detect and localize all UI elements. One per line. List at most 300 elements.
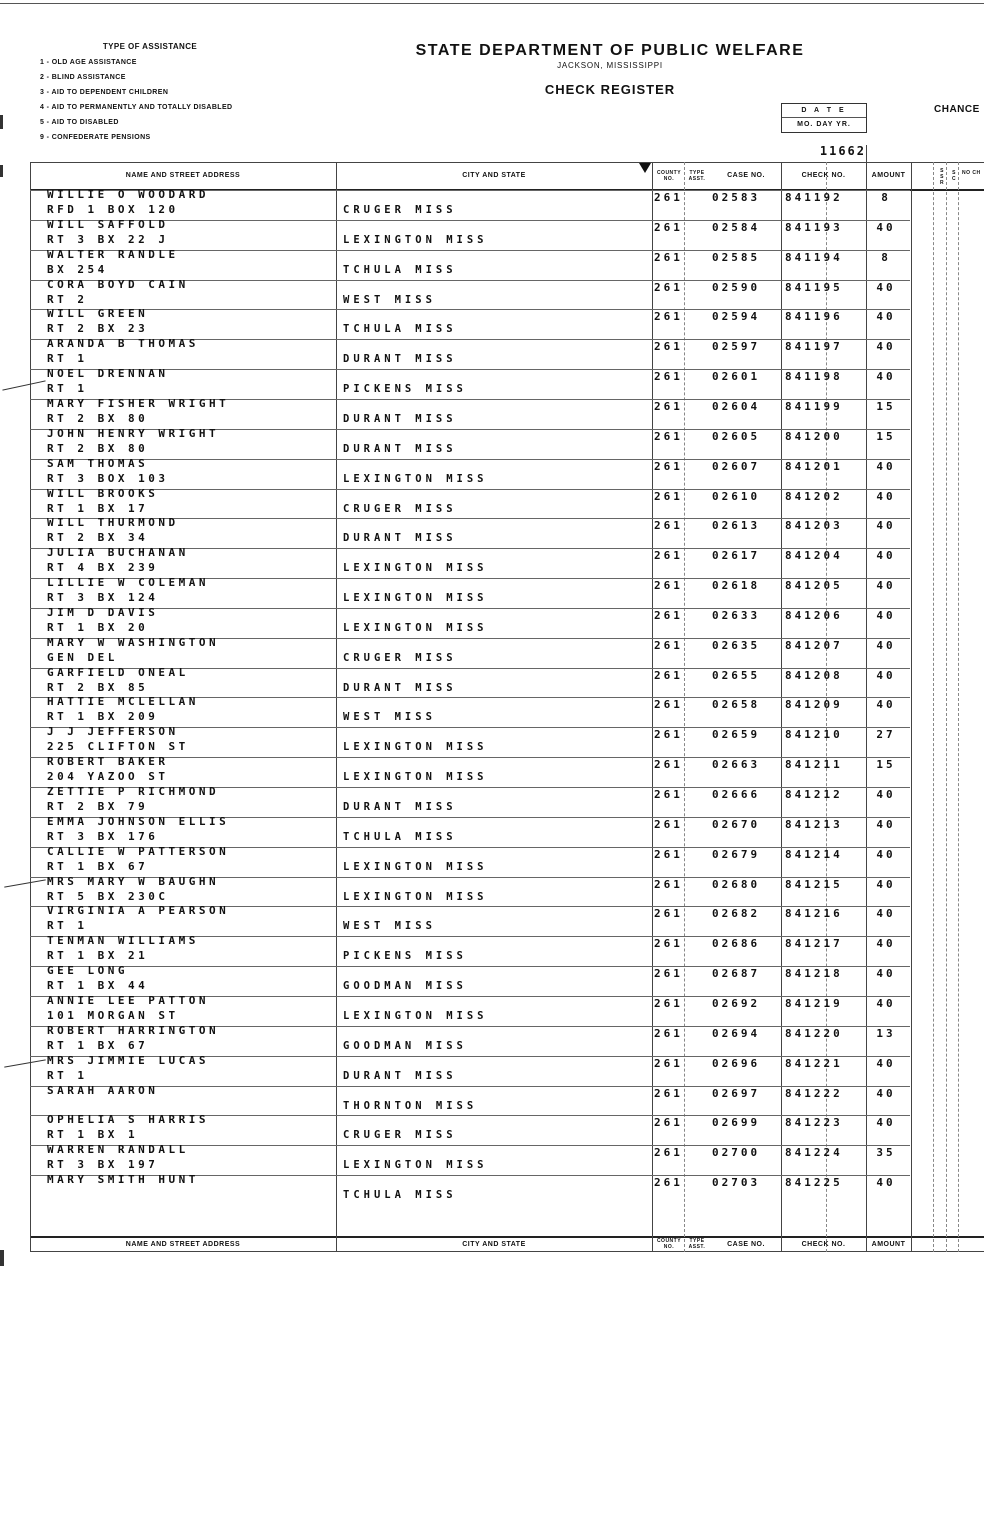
street-address: RT 2 BX 80 <box>47 441 149 455</box>
street-address: RT 3 BX 176 <box>47 829 159 843</box>
county-type: 261 <box>654 429 683 443</box>
city-state: DURANT MISS <box>343 353 457 366</box>
recipient-name: CALLIE W PATTERSON <box>47 844 230 858</box>
street-address: BX 254 <box>47 262 108 276</box>
street-address: RT 1 BX 67 <box>47 859 149 873</box>
county-type: 261 <box>654 1026 683 1040</box>
department-title: STATE DEPARTMENT OF PUBLIC WELFARE <box>415 42 805 59</box>
table-row <box>0 993 984 1026</box>
county-type: 261 <box>654 399 683 413</box>
footer-bottom-border <box>30 1251 984 1252</box>
amount: 40 <box>876 1086 896 1100</box>
amount: 40 <box>876 788 896 801</box>
city-state: LEXINGTON MISS <box>343 741 488 754</box>
amount: 40 <box>876 310 896 324</box>
footer-header-name: NAME AND STREET ADDRESS <box>125 1241 241 1248</box>
case-number: 02696 <box>712 1056 761 1070</box>
check-number: 841224 <box>785 1146 843 1160</box>
amount: 40 <box>876 1116 896 1130</box>
city-state: LEXINGTON MISS <box>343 1159 488 1172</box>
table-row <box>0 247 984 280</box>
county-type: 261 <box>654 937 683 951</box>
check-number: 841204 <box>785 549 843 563</box>
amount: 40 <box>876 370 896 384</box>
footer-header-city: CITY AND STATE <box>462 1241 526 1248</box>
street-address: RT 3 BX 197 <box>47 1158 159 1172</box>
check-number: 841209 <box>785 698 843 712</box>
check-number: 841210 <box>785 728 843 742</box>
county-type: 261 <box>654 459 683 473</box>
check-number: 841225 <box>785 1176 843 1190</box>
recipient-name: TENMAN WILLIAMS <box>47 934 199 948</box>
county-type: 261 <box>654 758 683 772</box>
city-state: DURANT MISS <box>343 532 457 545</box>
case-number: 02663 <box>712 758 761 772</box>
table-row <box>0 309 984 339</box>
legend-item: 2 - BLIND ASSISTANCE <box>40 74 126 81</box>
recipient-name: WILL BROOKS <box>47 486 159 500</box>
table-row <box>0 936 984 966</box>
recipient-name: WALTER RANDLE <box>47 247 179 261</box>
col-header-city: CITY AND STATE <box>462 172 526 179</box>
footer-header-case: CASE NO. <box>727 1241 765 1248</box>
location-line: JACKSON, MISSISSIPPI <box>557 61 663 70</box>
case-number: 02604 <box>712 399 761 413</box>
recipient-name: ANNIE LEE PATTON <box>47 993 209 1007</box>
col-header-side-b: S C <box>951 170 957 182</box>
table-top-border <box>30 162 984 163</box>
street-address: RT 2 <box>47 292 88 306</box>
col-header-amount: AMOUNT <box>871 172 906 179</box>
street-address: 225 CLIFTON ST <box>47 740 189 754</box>
case-number: 02655 <box>712 668 761 682</box>
amount: 15 <box>876 429 896 443</box>
recipient-name: WARREN RANDALL <box>47 1143 189 1157</box>
check-number: 841196 <box>785 310 843 324</box>
table-row <box>0 396 984 429</box>
margin-speck <box>0 115 3 129</box>
case-number: 02670 <box>712 817 761 831</box>
check-number: 841194 <box>785 250 843 264</box>
top-edge-line <box>0 3 984 4</box>
county-type: 261 <box>654 191 683 204</box>
street-address: RFD 1 BOX 120 <box>47 203 179 216</box>
col-header-type: TYPE ASST. <box>688 170 706 182</box>
county-type: 261 <box>654 519 683 533</box>
legend-item: 3 - AID TO DEPENDENT CHILDREN <box>40 89 169 96</box>
city-state: LEXINGTON MISS <box>343 472 488 485</box>
amount: 40 <box>876 459 896 473</box>
amount: 35 <box>876 1146 896 1160</box>
amount: 40 <box>876 549 896 563</box>
table-row <box>0 518 984 548</box>
county-type: 261 <box>654 877 683 891</box>
street-address: RT 2 BX 85 <box>47 680 149 694</box>
county-type: 261 <box>654 1116 683 1130</box>
table-row <box>0 277 984 310</box>
street-address: RT 1 BX 1 <box>47 1128 139 1142</box>
table-row <box>0 1145 984 1175</box>
row-rule <box>30 608 910 609</box>
recipient-name: MRS JIMMIE LUCAS <box>47 1053 209 1067</box>
county-type: 261 <box>654 817 683 831</box>
county-type: 261 <box>654 788 683 801</box>
recipient-name: GEE LONG <box>47 964 128 978</box>
city-state: LEXINGTON MISS <box>343 621 488 634</box>
amount: 40 <box>876 668 896 682</box>
case-number: 02613 <box>712 519 761 533</box>
table-row <box>0 1023 984 1056</box>
recipient-name: JULIA BUCHANAN <box>47 546 189 560</box>
check-number: 841219 <box>785 996 843 1010</box>
city-state: CRUGER MISS <box>343 502 457 515</box>
check-number: 841206 <box>785 608 843 622</box>
recipient-name: ZETTIE P RICHMOND <box>47 785 220 798</box>
amount: 40 <box>876 937 896 951</box>
recipient-name: MRS MARY W BAUGHN <box>47 874 220 888</box>
amount: 40 <box>876 967 896 981</box>
amount: 40 <box>876 877 896 891</box>
check-number: 841218 <box>785 967 843 981</box>
street-address: RT 1 BX 21 <box>47 949 149 963</box>
street-address: RT 3 BOX 103 <box>47 471 169 485</box>
city-state: DURANT MISS <box>343 801 457 813</box>
street-address: GEN DEL <box>47 650 118 664</box>
table-row <box>0 635 984 668</box>
footer-header-check: CHECK NO. <box>801 1241 846 1248</box>
county-type: 261 <box>654 638 683 652</box>
city-state: LEXINGTON MISS <box>343 592 488 605</box>
check-number: 841214 <box>785 847 843 861</box>
case-number: 02594 <box>712 310 761 324</box>
city-state: LEXINGTON MISS <box>343 890 488 903</box>
check-number: 841201 <box>785 459 843 473</box>
county-type: 261 <box>654 489 683 503</box>
case-number: 02692 <box>712 996 761 1010</box>
city-state: TCHULA MISS <box>343 830 457 843</box>
street-address: RT 1 BX 67 <box>47 1038 149 1052</box>
recipient-name: LILLIE W COLEMAN <box>47 576 209 590</box>
margin-speck <box>0 165 3 177</box>
check-number: 841207 <box>785 638 843 652</box>
table-row <box>0 814 984 847</box>
city-state: GOODMAN MISS <box>343 980 467 993</box>
county-type: 261 <box>654 967 683 981</box>
recipient-name: ROBERT HARRINGTON <box>47 1023 220 1037</box>
city-state: TCHULA MISS <box>343 323 457 336</box>
recipient-name: JOHN HENRY WRIGHT <box>47 426 220 440</box>
recipient-name: WILL GREEN <box>47 307 149 321</box>
check-number: 841193 <box>785 220 843 234</box>
legend-item: 1 - OLD AGE ASSISTANCE <box>40 59 137 66</box>
legend-item: 4 - AID TO PERMANENTLY AND TOTALLY DISABLED <box>40 104 233 111</box>
city-state: LEXINGTON MISS <box>343 1009 488 1022</box>
table-row <box>0 1083 984 1116</box>
county-type: 261 <box>654 698 683 712</box>
county-type: 261 <box>654 370 683 384</box>
table-row <box>0 578 984 608</box>
table-row <box>0 906 984 936</box>
table-row <box>0 787 984 817</box>
recipient-name: WILL THURMOND <box>47 516 179 530</box>
check-number: 841220 <box>785 1026 843 1040</box>
recipient-name: GARFIELD ONEAL <box>47 665 189 679</box>
county-type: 261 <box>654 220 683 234</box>
document-header <box>380 42 840 97</box>
street-address: RT 2 BX 79 <box>47 800 149 813</box>
case-number: 02699 <box>712 1116 761 1130</box>
county-type: 261 <box>654 907 683 921</box>
table-row <box>0 727 984 757</box>
table-row <box>0 605 984 638</box>
case-number: 02682 <box>712 907 761 921</box>
county-type: 261 <box>654 996 683 1010</box>
case-number: 02666 <box>712 788 761 801</box>
case-number: 02679 <box>712 847 761 861</box>
amount: 40 <box>876 489 896 503</box>
amount: 15 <box>876 399 896 413</box>
county-type: 261 <box>654 340 683 354</box>
amount: 40 <box>876 698 896 712</box>
chance-label: CHANCE <box>934 104 980 115</box>
case-number: 02680 <box>712 877 761 891</box>
recipient-name: EMMA JOHNSON ELLIS <box>47 814 230 828</box>
register-title: CHECK REGISTER <box>544 82 676 97</box>
case-number: 02590 <box>712 280 761 294</box>
case-number: 02697 <box>712 1086 761 1100</box>
amount: 40 <box>876 608 896 622</box>
col-header-side-c: NO CH <box>962 170 981 176</box>
city-state: LEXINGTON MISS <box>343 233 488 246</box>
recipient-name: J J JEFFERSON <box>47 725 179 739</box>
footer-header-county: COUNTY NO. <box>656 1238 682 1250</box>
street-address: RT 5 BX 230C <box>47 889 169 903</box>
case-number: 02605 <box>712 429 761 443</box>
table-row <box>0 486 984 519</box>
margin-speck <box>0 1250 4 1266</box>
street-address: RT 1 BX 209 <box>47 710 159 724</box>
city-state: DURANT MISS <box>343 1069 457 1082</box>
amount: 40 <box>876 1176 896 1190</box>
recipient-name: CORA BOYD CAIN <box>47 277 189 291</box>
street-address: RT 3 BX 124 <box>47 591 159 605</box>
table-row <box>0 456 984 489</box>
case-number: 02597 <box>712 340 761 354</box>
county-type: 261 <box>654 1176 683 1190</box>
amount: 40 <box>876 638 896 652</box>
table-row <box>0 339 984 369</box>
table-row <box>0 426 984 459</box>
case-number: 02635 <box>712 638 761 652</box>
amount: 40 <box>876 996 896 1010</box>
amount: 40 <box>876 579 896 593</box>
county-type: 261 <box>654 1146 683 1160</box>
street-address: 204 YAZOO ST <box>47 770 169 784</box>
table-row <box>0 874 984 907</box>
recipient-name: SAM THOMAS <box>47 456 149 470</box>
table-row <box>0 757 984 787</box>
case-number: 02618 <box>712 579 761 593</box>
row-rule <box>30 489 910 490</box>
street-address: 101 MORGAN ST <box>47 1008 179 1022</box>
check-number: 841205 <box>785 579 843 593</box>
amount: 40 <box>876 1056 896 1070</box>
case-number: 02694 <box>712 1026 761 1040</box>
check-number: 841222 <box>785 1086 843 1100</box>
county-type: 261 <box>654 549 683 563</box>
city-state: DURANT MISS <box>343 412 457 425</box>
county-type: 261 <box>654 310 683 324</box>
check-number: 841216 <box>785 907 843 921</box>
check-number: 841211 <box>785 758 843 772</box>
amount: 27 <box>876 728 896 742</box>
table-row <box>0 548 984 578</box>
amount: 40 <box>876 280 896 294</box>
amount: 40 <box>876 847 896 861</box>
street-address: RT 1 BX 20 <box>47 620 149 634</box>
recipient-name: MARY W WASHINGTON <box>47 635 220 649</box>
case-number: 02601 <box>712 370 761 384</box>
recipient-name: MARY SMITH HUNT <box>47 1173 199 1187</box>
legend-item: 9 - CONFEDERATE PENSIONS <box>40 134 151 141</box>
recipient-name: OPHELIA S HARRIS <box>47 1113 209 1127</box>
row-rule <box>30 309 910 310</box>
county-type: 261 <box>654 847 683 861</box>
amount: 15 <box>876 758 896 772</box>
street-address: RT 4 BX 239 <box>47 561 159 575</box>
check-number: 841199 <box>785 399 843 413</box>
check-number: 841202 <box>785 489 843 503</box>
city-state: PICKENS MISS <box>343 950 467 963</box>
table-row <box>0 190 984 220</box>
street-address: RT 2 BX 34 <box>47 531 149 545</box>
table-row <box>0 697 984 727</box>
city-state: CRUGER MISS <box>343 1129 457 1142</box>
check-number: 841208 <box>785 668 843 682</box>
county-type: 261 <box>654 608 683 622</box>
check-number: 841217 <box>785 937 843 951</box>
case-number: 02686 <box>712 937 761 951</box>
street-address: RT 2 BX 80 <box>47 411 149 425</box>
check-number: 841223 <box>785 1116 843 1130</box>
amount: 40 <box>876 340 896 354</box>
amount: 8 <box>881 250 891 264</box>
case-number: 02659 <box>712 728 761 742</box>
street-address: RT 1 <box>47 1068 88 1082</box>
table-row <box>0 1115 984 1145</box>
city-state: WEST MISS <box>343 920 436 933</box>
table-row <box>0 1053 984 1086</box>
recipient-name: ROBERT BAKER <box>47 755 169 769</box>
table-row <box>0 665 984 698</box>
street-address: RT 1 BX 17 <box>47 501 149 515</box>
street-address: RT 2 BX 23 <box>47 322 149 336</box>
city-state: THORNTON MISS <box>343 1099 478 1112</box>
check-number: 841215 <box>785 877 843 891</box>
table-row <box>0 369 984 399</box>
recipient-name: WILL SAFFOLD <box>47 217 169 231</box>
recipient-name: JIM D DAVIS <box>47 605 159 619</box>
city-state: CRUGER MISS <box>343 651 457 664</box>
case-number: 02584 <box>712 220 761 234</box>
check-number: 841195 <box>785 280 843 294</box>
recipient-name: WILLIE O WOODARD <box>47 188 209 201</box>
check-number: 841203 <box>785 519 843 533</box>
county-type: 261 <box>654 668 683 682</box>
col-header-check: CHECK NO. <box>801 172 846 179</box>
case-number: 02583 <box>712 191 761 204</box>
assistance-type-legend <box>40 42 320 145</box>
city-state: LEXINGTON MISS <box>343 860 488 873</box>
case-number: 02658 <box>712 698 761 712</box>
case-number: 02700 <box>712 1146 761 1160</box>
recipient-name: MARY FISHER WRIGHT <box>47 396 230 410</box>
col-header-side-a: S S R <box>939 168 945 186</box>
amount: 40 <box>876 817 896 831</box>
amount: 8 <box>881 191 891 204</box>
col-header-name: NAME AND STREET ADDRESS <box>125 172 241 179</box>
check-number: 841212 <box>785 788 843 801</box>
amount: 40 <box>876 907 896 921</box>
table-row <box>0 844 984 877</box>
register-number: 11662 <box>819 144 866 158</box>
check-number: 841221 <box>785 1056 843 1070</box>
county-type: 261 <box>654 1056 683 1070</box>
check-number: 841198 <box>785 370 843 384</box>
table-row <box>0 217 984 250</box>
table-row <box>0 1175 984 1205</box>
table-row <box>0 966 984 996</box>
county-type: 261 <box>654 1086 683 1100</box>
city-state: WEST MISS <box>343 711 436 724</box>
col-header-county: COUNTY NO. <box>656 170 682 182</box>
case-number: 02607 <box>712 459 761 473</box>
check-number: 841197 <box>785 340 843 354</box>
county-type: 261 <box>654 728 683 742</box>
street-address: RT 1 BX 44 <box>47 979 149 993</box>
check-number: 841192 <box>785 191 843 204</box>
recipient-name: NOEL DRENNAN <box>47 367 169 381</box>
case-number: 02617 <box>712 549 761 563</box>
street-address: RT 3 BX 22 J <box>47 232 169 246</box>
street-address: RT 1 <box>47 382 88 396</box>
date-box <box>781 103 867 133</box>
recipient-name: ARANDA B THOMAS <box>47 337 199 351</box>
street-address: RT 1 <box>47 352 88 366</box>
city-state: CRUGER MISS <box>343 204 457 216</box>
check-number: 841213 <box>785 817 843 831</box>
street-address: RT 1 <box>47 919 88 933</box>
row-rule <box>30 1086 910 1087</box>
legend-title: TYPE OF ASSISTANCE <box>102 42 198 51</box>
row-rule <box>30 966 910 967</box>
case-number: 02687 <box>712 967 761 981</box>
recipient-name: SARAH AARON <box>47 1083 159 1097</box>
case-number: 02585 <box>712 250 761 264</box>
amount: 40 <box>876 220 896 234</box>
date-label: D A T E <box>782 104 866 118</box>
county-type: 261 <box>654 250 683 264</box>
check-number: 841200 <box>785 429 843 443</box>
case-number: 02610 <box>712 489 761 503</box>
amount: 40 <box>876 519 896 533</box>
case-number: 02703 <box>712 1176 761 1190</box>
case-number: 02633 <box>712 608 761 622</box>
city-state: WEST MISS <box>343 293 436 306</box>
city-state: TCHULA MISS <box>343 263 457 276</box>
city-state: GOODMAN MISS <box>343 1039 467 1052</box>
city-state: DURANT MISS <box>343 442 457 455</box>
